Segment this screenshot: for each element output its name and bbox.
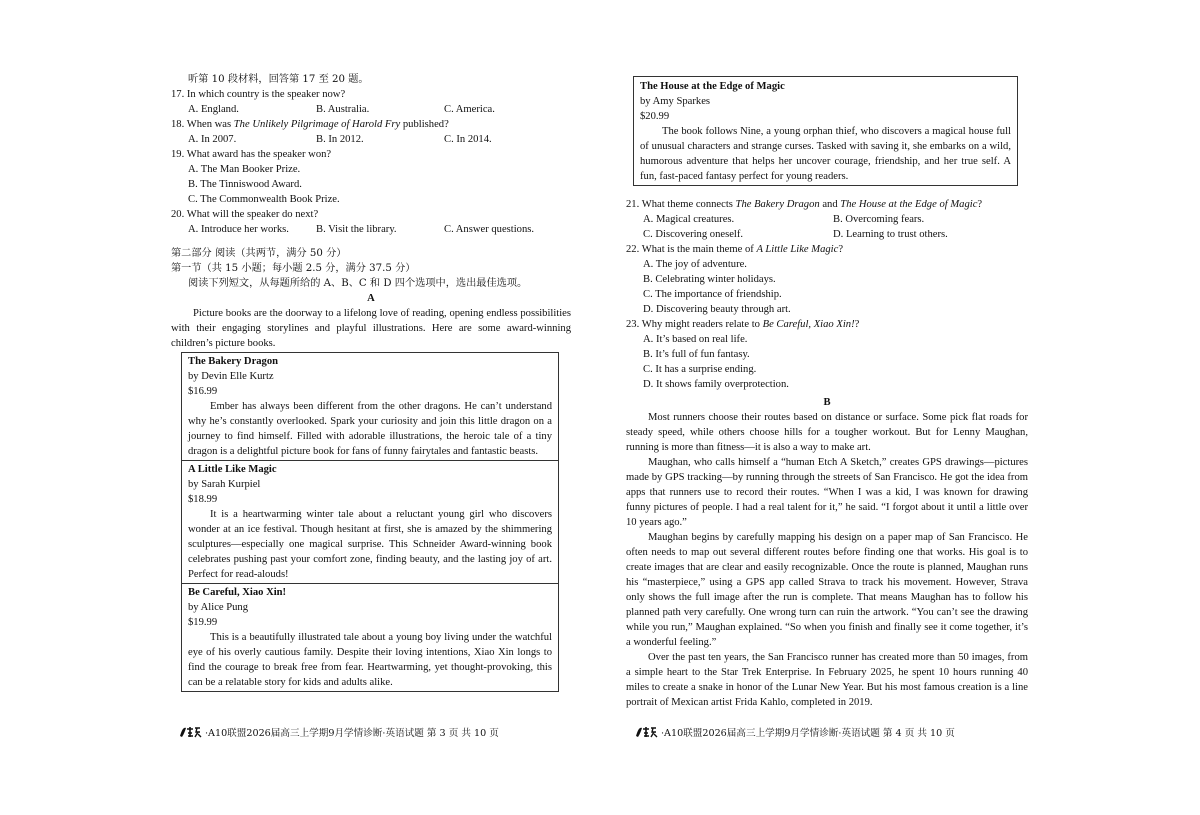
option-b: B. Australia. [316, 104, 370, 115]
question-20-stem: 20. What will the speaker do next? [171, 209, 319, 220]
option-b: B. It’s full of fun fantasy. [643, 349, 750, 360]
book-author: by Devin Elle Kurtz [188, 371, 274, 382]
page-footer-left [178, 725, 499, 739]
book-title: A Little Like Magic [188, 464, 277, 475]
question-19-stem: 19. What award has the speaker won? [171, 149, 332, 160]
passage-b-paragraph: Maughan, who calls himself a “human Etch A Sketch,” creates GPS drawings—pictures made by GPS tracking—by running through the streets of San Francisco. He got the idea from apps that runners use to record their routes. “When I was a kid, I was known for drawing funny pictures of people. I had a real talent for it,” he said. “I forgot about it until a little over 10 years ago.” [626, 457, 1028, 528]
option-d: D. It shows family overprotection. [643, 379, 789, 390]
option-b: B. In 2012. [316, 134, 364, 145]
question-22-stem: 22. What is the main theme of A Little Like Magic? [626, 244, 844, 255]
option-c: C. Answer questions. [444, 224, 535, 235]
section-1-title: 第一节（共 15 小题；每小题 2.5 分，满分 37.5 分） [171, 263, 416, 274]
page-footer-right [634, 725, 955, 739]
question-17-options [171, 102, 571, 117]
option-b: B. The Tinniswood Award. [188, 179, 302, 190]
book-description: This is a beautifully illustrated tale about a young boy living under the watchful eye of his overly cautious family. Despite their loving intentions, Xiao Xin longs to find the courage to break free from fear. Heartwarming, yet thought-provoking, this can be a relatable story for kids and adults alike. [188, 632, 552, 688]
passage-a-label: A [367, 293, 375, 304]
option-a: A. In 2007. [188, 134, 237, 145]
option-a: A. The joy of adventure. [643, 259, 747, 270]
passage-b-paragraph: Over the past ten years, the San Francisco runner has created more than 50 images, from a simple heart to the Star Trek Enterprise. In February 2025, he spent 10 hours running 40 miles to create a snake in honor of the Lunar New Year. But his most famous creation is a line portrait of Mexican artist Frida Kahlo, completed in 2019. [626, 652, 1028, 708]
passage-b-label: B [823, 397, 831, 408]
question-23-stem: 23. Why might readers relate to Be Careful, Xiao Xin!? [626, 319, 860, 330]
book-title: The Bakery Dragon [188, 356, 279, 367]
left-column [171, 72, 571, 692]
section-1-instruction: 阅读下列短文，从每题所给的 A、B、C 和 D 四个选项中，选出最佳选项。 [188, 278, 528, 289]
option-b: B. Overcoming fears. [833, 214, 925, 225]
book-list [181, 352, 559, 692]
option-d: D. Learning to trust others. [833, 229, 948, 240]
question-21-stem: 21. What theme connects The Bakery Dragon and The House at the Edge of Magic? [626, 199, 983, 210]
question-17-stem: 17. In which country is the speaker now? [171, 89, 346, 100]
book-title: Be Careful, Xiao Xin! [188, 587, 287, 598]
book-author: by Alice Pung [188, 602, 249, 613]
book-description: Ember has always been different from the other dragons. He can’t understand why he’s constantly overlooked. Spark your curiosity and join this little dragon on a journey to find himself. Filled with adorable illustrations, the heroic tale of a tiny dragon is a delightful picture book for fans of funny fairytales and fantastic beasts. [188, 401, 552, 457]
publisher-logo-icon [178, 725, 202, 739]
right-column [626, 76, 1028, 710]
part-2-title: 第二部分 阅读（共两节，满分 50 分） [171, 248, 347, 259]
book-card [181, 461, 559, 584]
listening-instruction: 听第 10 段材料，回答第 17 至 20 题。 [188, 74, 369, 85]
book-price: $18.99 [188, 494, 218, 505]
book-description: The book follows Nine, a young orphan thief, who discovers a magical house full of unusual characters and strange curses. Tasked with saving it, she embarks on a wild, humorous adventure that helps her uncover courage, friendship, and her true self. A fun, fast-paced fantasy perfect for young readers. [640, 126, 1011, 182]
question-20-options [171, 222, 571, 237]
publisher-logo-icon [634, 725, 658, 739]
question-18-options [171, 132, 571, 147]
option-c: C. Discovering oneself. [643, 229, 744, 240]
book-description: It is a heartwarming winter tale about a reluctant young girl who discovers wonder at an ice festival. Though hesitant at first, she is amazed by the shimmering sculptures—especially one magical surprise. This Schneider Award-winning book celebrates pushing past your comfort zone, finding beauty, and the lasting joy of art. Perfect for read-alouds! [188, 509, 552, 580]
book-card [633, 76, 1018, 186]
book-author: by Sarah Kurpiel [188, 479, 261, 490]
footer-text: ·A10联盟2026届高三上学期9月学情诊断·英语试题 第 4 页 共 10 页 [661, 728, 955, 739]
footer-text: ·A10联盟2026届高三上学期9月学情诊断·英语试题 第 3 页 共 10 页 [205, 728, 499, 739]
book-card [181, 352, 559, 461]
option-c: C. The importance of friendship. [643, 289, 782, 300]
option-c: C. It has a surprise ending. [643, 364, 757, 375]
passage-b-paragraph: Maughan begins by carefully mapping his design on a paper map of San Francisco. He often needs to map out several different routes before finding one that works. His goal is to create images that are clear and easily recognizable. Once the route is planned, Maughan runs his “masterpiece,” using a GPS app called Strava to track his movement. However, Strava only shows the full image after the run is complete. That means Maughan has to follow his planned path very carefully. One wrong turn can ruin the artwork. “You can’t see the drawing while you run,” Maughan explained. “So when you finish and finally see it come together, it’s a wonderful feeling.” [626, 532, 1028, 648]
book-price: $16.99 [188, 386, 218, 397]
passage-a-intro: Picture books are the doorway to a lifelong love of reading, opening endless possibilities with their engaging storylines and playful illustrations. Here are some award-winning children’s picture books. [171, 308, 571, 349]
book-title: The House at the Edge of Magic [640, 81, 785, 92]
option-c: C. The Commonwealth Book Prize. [188, 194, 340, 205]
option-a: A. Magical creatures. [643, 214, 735, 225]
passage-b-paragraph: Most runners choose their routes based on distance or surface. Some pick flat roads for steady speed, while others choose hills for a tougher workout. But for Lenny Maughan, running is more than fitness—it is also a way to make art. [626, 412, 1028, 453]
option-a: A. England. [188, 104, 239, 115]
option-a: A. It’s based on real life. [643, 334, 748, 345]
book-card [181, 584, 559, 692]
book-price: $19.99 [188, 617, 218, 628]
question-21-options [626, 212, 1028, 242]
question-18-stem: 18. When was The Unlikely Pilgrimage of Harold Fry published? [171, 119, 449, 130]
option-a: A. The Man Booker Prize. [188, 164, 301, 175]
book-price: $20.99 [640, 111, 670, 122]
option-c: C. America. [444, 104, 495, 115]
option-b: B. Visit the library. [316, 224, 397, 235]
option-c: C. In 2014. [444, 134, 492, 145]
option-d: D. Discovering beauty through art. [643, 304, 791, 315]
option-b: B. Celebrating winter holidays. [643, 274, 776, 285]
option-a: A. Introduce her works. [188, 224, 289, 235]
book-author: by Amy Sparkes [640, 96, 711, 107]
